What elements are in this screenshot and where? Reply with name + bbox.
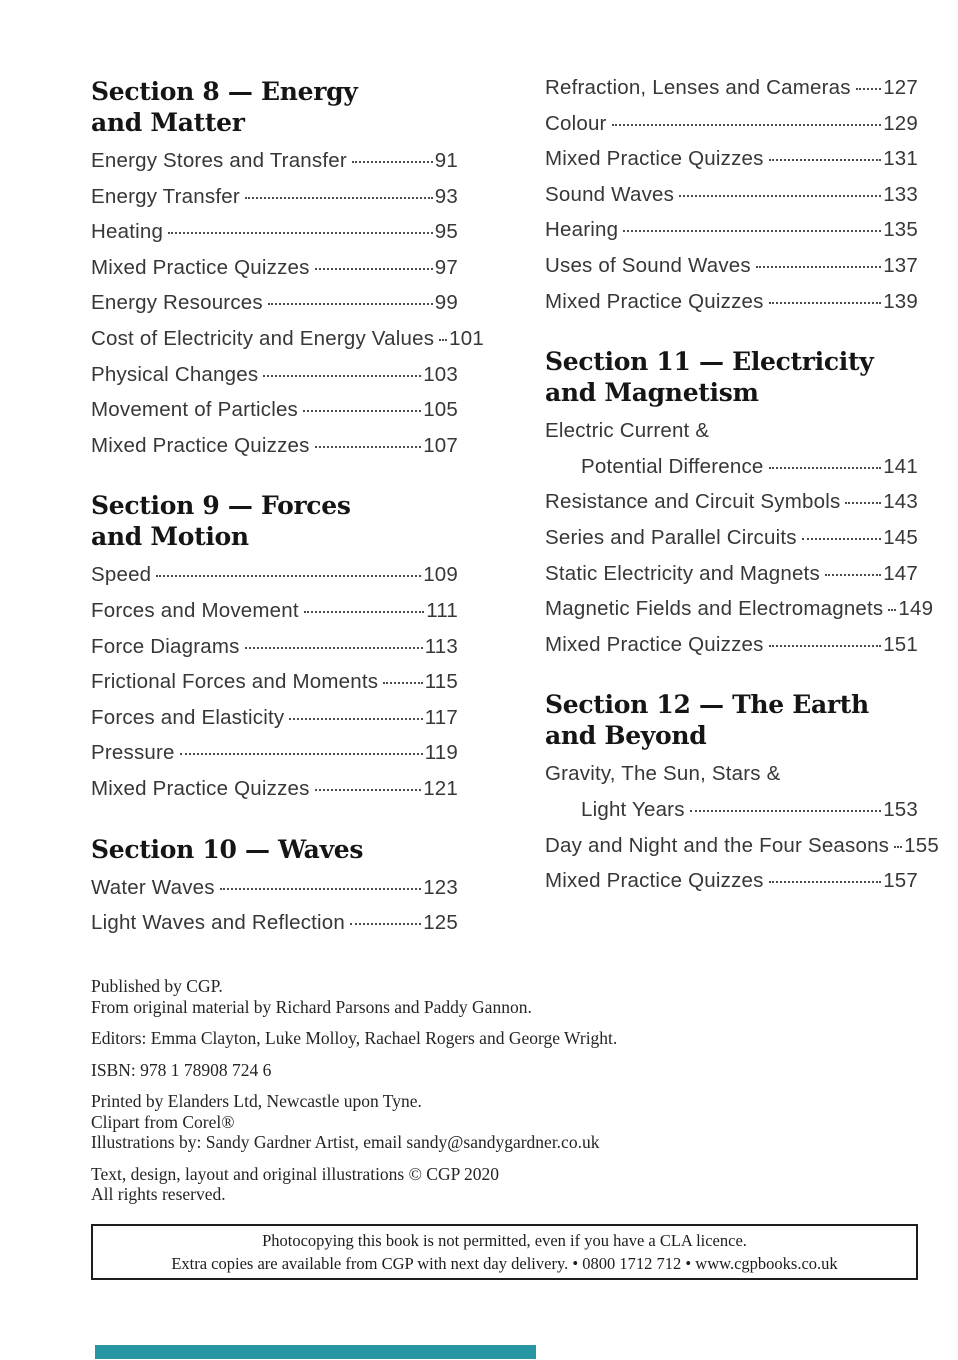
toc-entry — [545, 490, 918, 526]
toc-dot-leader — [168, 232, 433, 234]
toc-entry — [545, 633, 918, 669]
toc-entry-label: Energy Transfer — [91, 184, 240, 208]
toc-entry — [545, 112, 918, 148]
toc-entry — [545, 290, 918, 326]
toc-entry-label: Speed — [91, 563, 152, 587]
toc-dot-leader — [802, 538, 881, 540]
toc-entry — [545, 455, 918, 491]
colophon-line: Published by CGP. — [91, 976, 223, 996]
toc-page-number: 137 — [883, 253, 918, 277]
toc-entry — [545, 76, 918, 112]
toc-entry-label: Energy Resources — [91, 291, 263, 315]
toc-entry — [545, 597, 934, 633]
toc-entry-label: Forces and Movement — [91, 598, 299, 622]
toc-dot-leader — [623, 230, 881, 232]
toc-page-number: 133 — [883, 182, 918, 206]
toc-page-number: 111 — [426, 598, 458, 622]
toc-page-number: 125 — [423, 911, 458, 935]
toc-entry-label: Cost of Electricity and Energy Values — [91, 326, 435, 350]
toc-entry — [91, 741, 458, 777]
toc-dot-leader — [263, 375, 421, 377]
section-heading-line: Section 8 — Energy — [91, 77, 358, 106]
toc-entry-label: Mixed Practice Quizzes — [545, 632, 764, 656]
colophon-line: From original material by Richard Parsons and Paddy Gannon. — [91, 996, 532, 1017]
colophon-line: Printed by Elanders Ltd, Newcastle upon Tyne. — [91, 1091, 422, 1111]
toc-entry-label: Mixed Practice Quizzes — [91, 776, 310, 800]
toc-page-number: 93 — [434, 184, 458, 208]
colophon-line: ISBN: 978 1 78908 724 6 — [91, 1059, 272, 1080]
section-heading — [91, 834, 458, 865]
toc-entry-label: Magnetic Fields and Electromagnets — [545, 597, 884, 621]
toc-entry — [545, 254, 918, 290]
toc-entry-label: Mixed Practice Quizzes — [545, 289, 764, 313]
toc-dot-leader — [769, 881, 882, 883]
toc-entry — [545, 762, 918, 798]
toc-dot-leader — [220, 888, 421, 890]
toc-dot-leader — [769, 467, 882, 469]
section-heading-line: Section 10 — Waves — [91, 834, 364, 864]
colophon-line: Text, design, layout and original illustrations © CGP 2020 — [91, 1163, 500, 1184]
toc-page-number: 123 — [423, 875, 458, 899]
toc-dot-leader — [350, 923, 421, 925]
toc-dot-leader — [769, 645, 882, 647]
section-heading-line: Section 11 — Electricity — [545, 347, 874, 377]
colophon-line: Illustrations by: Sandy Gardner Artist, email sandy@sandygardner.co.uk — [91, 1132, 600, 1152]
toc-entry-label: Electric Current & — [545, 419, 710, 443]
toc-dot-leader — [383, 682, 422, 684]
toc-entry — [91, 398, 458, 434]
toc-entry — [91, 256, 458, 292]
toc-page-number: 113 — [424, 634, 458, 658]
colophon-line: All rights reserved. — [91, 1184, 226, 1204]
toc-entry — [91, 291, 458, 327]
toc-page-number: 101 — [449, 326, 484, 350]
toc-entry-label: Light Waves and Reflection — [91, 911, 345, 935]
toc-entry-label: Light Years — [581, 797, 685, 821]
toc-entry-label: Pressure — [91, 741, 175, 765]
toc-page-number: 103 — [423, 362, 458, 386]
toc-entry — [91, 635, 458, 671]
toc-page-number: 157 — [883, 869, 918, 893]
toc-entry-label: Heating — [91, 220, 164, 244]
toc-entry-label: Energy Stores and Transfer — [91, 149, 347, 172]
toc-entry — [545, 562, 918, 598]
toc-entry-label: Movement of Particles — [91, 398, 298, 422]
section-heading-line: and Magnetism — [545, 378, 759, 408]
toc-page-number: 149 — [898, 597, 934, 621]
toc-page-number: 99 — [434, 291, 458, 315]
toc-page-number: 127 — [883, 76, 918, 99]
toc-entry-label: Potential Difference — [581, 454, 764, 478]
toc-entry-label: Sound Waves — [545, 182, 675, 206]
toc-entry — [545, 147, 918, 183]
colophon-group — [91, 1060, 921, 1081]
toc-dot-leader — [156, 575, 421, 577]
toc-dot-leader — [303, 410, 421, 412]
toc-page-number: 147 — [883, 561, 918, 585]
toc-entry-label: Frictional Forces and Moments — [91, 670, 379, 694]
toc-page-number: 107 — [423, 433, 458, 457]
toc-dot-leader — [856, 88, 882, 90]
toc-page-number: 141 — [883, 454, 918, 478]
footer-accent-bar — [95, 1345, 536, 1359]
toc-entry-label: Mixed Practice Quizzes — [545, 147, 764, 171]
section-heading — [91, 490, 458, 552]
toc-entry — [91, 363, 458, 399]
toc-entry — [91, 911, 458, 947]
toc-page-number: 129 — [883, 111, 918, 135]
toc-entry-label: Resistance and Circuit Symbols — [545, 490, 841, 514]
toc-column-left — [91, 76, 484, 947]
toc-entry — [91, 777, 458, 813]
colophon-group — [91, 1091, 921, 1153]
toc-entry-label: Water Waves — [91, 875, 215, 899]
notice-line: Photocopying this book is not permitted, even if you have a CLA licence. — [262, 1231, 747, 1250]
toc-dot-leader — [315, 789, 422, 791]
toc-entry — [545, 833, 939, 870]
toc-entry-label: Forces and Elasticity — [91, 705, 285, 729]
toc-dot-leader — [845, 502, 881, 504]
toc-entry — [91, 185, 458, 221]
toc-entry — [545, 183, 918, 219]
toc-page-number: 135 — [883, 218, 918, 242]
toc-entry — [545, 419, 918, 455]
toc-dot-leader — [289, 718, 422, 720]
toc-page-number: 119 — [424, 741, 458, 765]
toc-page-number: 95 — [434, 220, 458, 244]
toc-entry — [91, 876, 458, 912]
toc-dot-leader — [825, 574, 881, 576]
toc-dot-leader — [439, 339, 447, 341]
toc-entry-label: Uses of Sound Waves — [545, 253, 751, 277]
toc-entry — [91, 706, 458, 742]
section-heading-line: and Matter — [91, 108, 245, 137]
toc-entry-label: Day and Night and the Four Seasons — [545, 833, 890, 857]
toc-entry — [545, 526, 918, 562]
toc-entry — [545, 218, 918, 254]
toc-dot-leader — [894, 846, 902, 848]
toc-entry — [91, 220, 458, 256]
toc-page-number: 131 — [883, 147, 918, 171]
toc-dot-leader — [352, 161, 433, 163]
toc-entry-label: Hearing — [545, 218, 619, 242]
toc-dot-leader — [315, 268, 433, 270]
colophon-line: Clipart from Corel® — [91, 1111, 235, 1132]
toc-entry-label: Force Diagrams — [91, 634, 240, 658]
toc-dot-leader — [315, 446, 422, 448]
toc-page-number: 153 — [883, 797, 918, 821]
toc-page-number: 97 — [434, 255, 458, 279]
section-heading-line: and Motion — [91, 522, 249, 552]
toc-page-number: 145 — [883, 525, 918, 549]
toc-page-number: 91 — [434, 149, 458, 172]
toc-dot-leader — [180, 753, 423, 755]
notice-line: Extra copies are available from CGP with next day delivery. • 0800 1712 712 • www.cgpbooks.co.uk — [171, 1254, 838, 1273]
colophon-group — [91, 1164, 921, 1205]
toc-page-number: 105 — [423, 398, 458, 422]
toc-entry-label: Refraction, Lenses and Cameras — [545, 76, 851, 99]
toc-entry — [91, 670, 458, 706]
section-heading — [545, 689, 918, 751]
colophon-group — [91, 976, 921, 1017]
toc-page-number: 115 — [424, 670, 458, 694]
toc-dot-leader — [245, 647, 423, 649]
toc-column-right — [545, 76, 939, 905]
toc-entry-label: Series and Parallel Circuits — [545, 525, 797, 549]
toc-dot-leader — [756, 266, 881, 268]
section-heading — [91, 76, 458, 138]
toc-entry — [91, 149, 458, 185]
toc-dot-leader — [245, 197, 433, 199]
toc-dot-leader — [612, 124, 882, 126]
toc-entry — [91, 599, 458, 635]
toc-page-number: 139 — [883, 289, 918, 313]
toc-entry-label: Mixed Practice Quizzes — [91, 255, 310, 279]
toc-entry-label: Mixed Practice Quizzes — [91, 433, 310, 457]
colophon — [91, 976, 921, 1216]
toc-entry — [91, 326, 484, 363]
toc-dot-leader — [268, 303, 433, 305]
toc-page-number: 155 — [904, 833, 939, 857]
toc-page-number: 151 — [883, 632, 918, 656]
toc-entry-label: Static Electricity and Magnets — [545, 561, 820, 585]
toc-dot-leader — [888, 609, 896, 611]
toc-entry — [91, 563, 458, 599]
toc-page-number: 117 — [424, 705, 458, 729]
toc-dot-leader — [769, 302, 882, 304]
toc-dot-leader — [769, 159, 882, 161]
toc-dot-leader — [690, 810, 882, 812]
colophon-group — [91, 1028, 921, 1049]
section-heading — [545, 346, 918, 408]
section-heading-line: and Beyond — [545, 721, 707, 751]
toc-entry-label: Mixed Practice Quizzes — [545, 869, 764, 893]
toc-dot-leader — [679, 195, 881, 197]
toc-entry-label: Physical Changes — [91, 362, 259, 386]
toc-dot-leader — [304, 611, 424, 613]
toc-entry — [545, 798, 918, 834]
toc-page-number: 109 — [423, 563, 458, 587]
toc-entry-label: Gravity, The Sun, Stars & — [545, 762, 781, 786]
toc-page-number: 121 — [423, 776, 458, 800]
section-heading-line: Section 9 — Forces — [91, 491, 351, 521]
toc-entry — [545, 869, 918, 905]
photocopy-notice-box — [91, 1224, 918, 1280]
toc-entry-label: Colour — [545, 111, 607, 135]
section-heading-line: Section 12 — The Earth — [545, 690, 869, 720]
toc-page-number: 143 — [883, 490, 918, 514]
colophon-line: Editors: Emma Clayton, Luke Molloy, Rachael Rogers and George Wright. — [91, 1028, 618, 1048]
toc-entry — [91, 434, 458, 470]
